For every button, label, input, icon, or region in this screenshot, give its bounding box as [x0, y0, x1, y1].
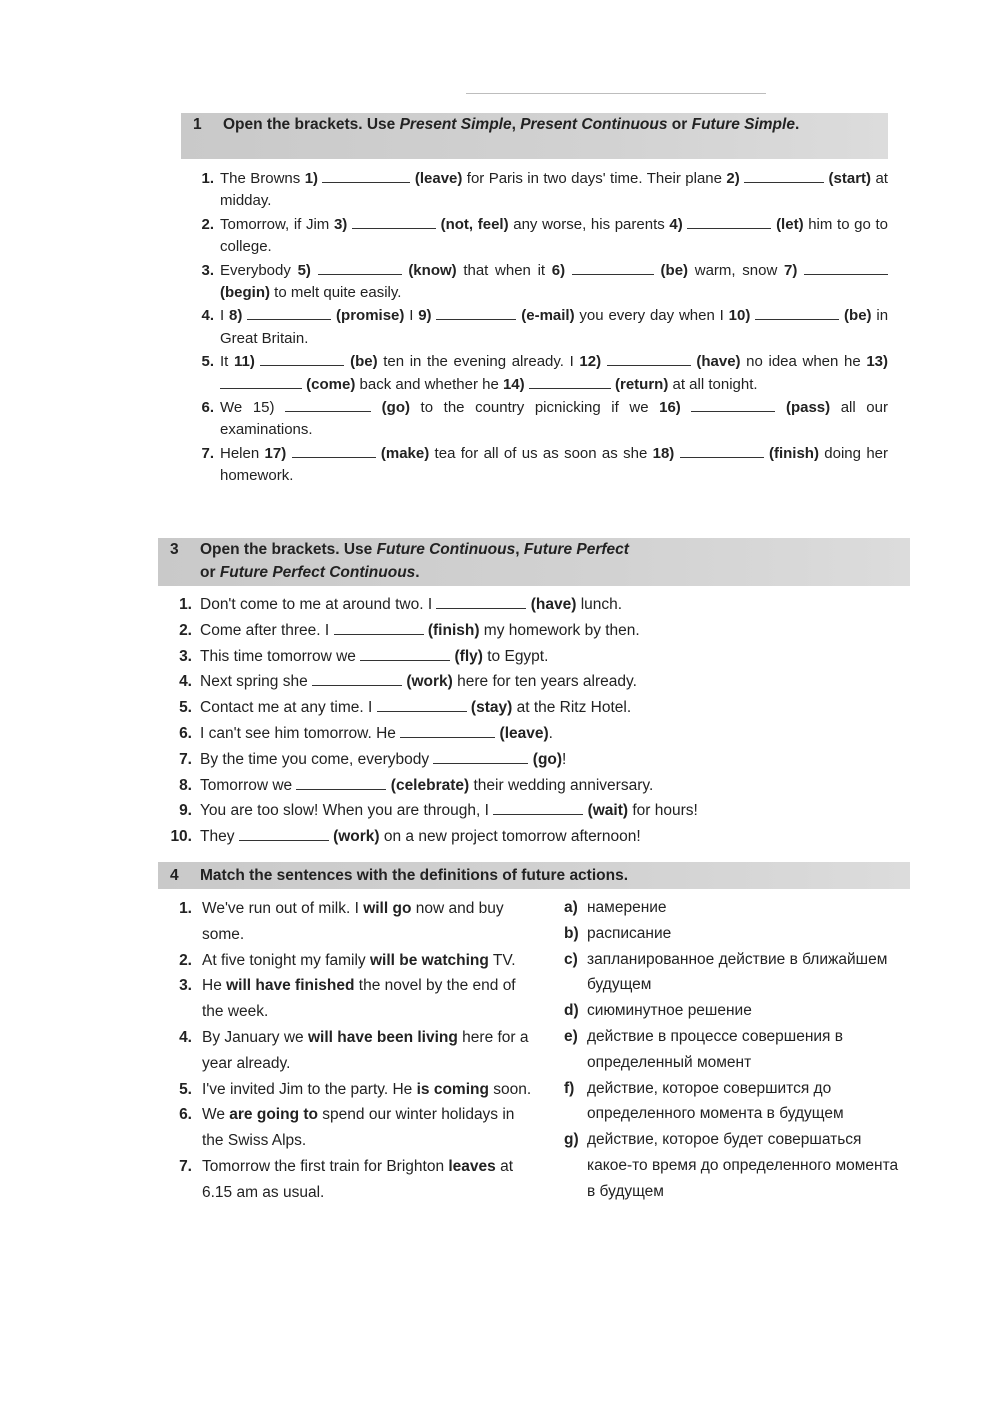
answer-blank[interactable]: [691, 397, 775, 412]
answer-blank[interactable]: [318, 260, 402, 275]
definition-item: e) действие в процессе совершения в определенный момент: [564, 1027, 843, 1071]
answer-blank[interactable]: [352, 214, 436, 229]
definition-item: g) действие, которое будет совершаться какое-то время до определенного момента в будущем: [564, 1131, 899, 1200]
exercise-number: 1: [193, 116, 202, 133]
exercise-1-header: [181, 113, 888, 159]
answer-blank[interactable]: [220, 374, 302, 389]
answer-blank[interactable]: [292, 443, 376, 458]
list-item: 3. This time tomorrow we (fly) to Egypt.: [179, 647, 549, 665]
list-item: 1. The Browns 1) (leave) for Paris in two days' time. Their plane 2) (start) at midday.: [201, 170, 888, 210]
list-item: 5. Contact me at any time. I (stay) at the Ritz Hotel.: [179, 699, 632, 717]
exercise-title: Match the sentences with the definitions of future actions.: [200, 867, 629, 884]
list-item: 4. Next spring she (work) here for ten years already.: [179, 673, 637, 691]
exercise-3-header: [158, 538, 910, 586]
list-item: 6. We 15) (go) to the country picnicking if we 16) (pass) all our examinations.: [201, 399, 888, 439]
definition-item: f) действие, которое совершится до определенного момента в будущем: [564, 1079, 844, 1123]
list-item: 6. I can't see him tomorrow. He (leave).: [179, 724, 553, 742]
answer-blank[interactable]: [400, 723, 495, 738]
list-item: 3. Everybody 5) (know) that when it 6) (be) warm, snow 7) (begin) to melt quite easily.: [190, 260, 888, 306]
answer-blank[interactable]: [322, 168, 410, 183]
list-item: 8. Tomorrow we (celebrate) their wedding anniversary.: [179, 776, 654, 794]
list-item: 9. You are too slow! When you are through, I (wait) for hours!: [179, 802, 698, 820]
exercise-4-header: [158, 862, 910, 889]
definition-item: c) запланированное действие в ближайшем будущем: [564, 950, 888, 994]
answer-blank[interactable]: [493, 800, 583, 815]
exercise-number: 3: [170, 541, 179, 558]
answer-blank[interactable]: [296, 775, 386, 790]
answer-blank[interactable]: [687, 214, 771, 229]
exercise-4-definitions: [564, 895, 909, 1205]
answer-blank[interactable]: [334, 620, 424, 635]
list-item: 2. At five tonight my family will be watching TV.: [179, 951, 516, 969]
answer-blank[interactable]: [239, 826, 329, 841]
answer-blank[interactable]: [377, 697, 467, 712]
list-item: 7. By the time you come, everybody (go)!: [179, 750, 567, 768]
answer-blank[interactable]: [572, 260, 654, 275]
exercise-title: Open the brackets. Use Present Simple, Present Continuous or Future Simple.: [223, 116, 800, 133]
answer-blank[interactable]: [804, 260, 888, 275]
list-item: 7. Tomorrow the first train for Brighton leaves at 6.15 am as usual.: [179, 1157, 514, 1201]
answer-blank[interactable]: [285, 397, 371, 412]
answer-blank[interactable]: [260, 351, 344, 366]
list-item: 2. Tomorrow, if Jim 3) (not, feel) any worse, his parents 4) (let) him to go to college.: [201, 215, 889, 256]
list-item: 5. I've invited Jim to the party. He is coming soon.: [179, 1080, 532, 1098]
list-item: 4. By January we will have been living here for a year already.: [179, 1028, 529, 1072]
answer-blank[interactable]: [312, 671, 402, 686]
exercise-4-sentences: [168, 896, 538, 1206]
exercise-title: Open the brackets. Use Future Continuous, Future Perfect or Future Perfect Continuous.: [200, 541, 629, 581]
list-item: 4. I 8) (promise) I 9) (e-mail) you every day when I 10) (be) in Great Britain.: [201, 307, 889, 347]
definition-item: b) расписание: [564, 924, 672, 942]
list-item: 10. They (work) on a new project tomorrow afternoon!: [170, 828, 641, 846]
answer-blank[interactable]: [247, 305, 331, 320]
answer-blank[interactable]: [436, 594, 526, 609]
list-item: 1. We've run out of milk. I will go now and buy some.: [179, 900, 504, 943]
answer-blank[interactable]: [744, 168, 824, 183]
answer-blank[interactable]: [755, 305, 839, 320]
exercise-number: 4: [170, 867, 179, 884]
answer-blank[interactable]: [360, 646, 450, 661]
list-item: 7. Helen 17) (make) tea for all of us as soon as she 18) (finish) doing her homework.: [201, 444, 889, 485]
top-divider: [466, 93, 766, 94]
definition-item: a) намерение: [564, 899, 667, 916]
list-item: 3. He will have finished the novel by the end of the week.: [179, 977, 516, 1021]
exercise-1-items: [190, 168, 888, 488]
list-item: 1. Don't come to me at around two. I (have) lunch.: [179, 596, 623, 613]
answer-blank[interactable]: [607, 351, 691, 366]
answer-blank[interactable]: [680, 443, 764, 458]
exercise-3-items: [168, 592, 888, 850]
list-item: 6. We are going to spend our winter holidays in the Swiss Alps.: [179, 1106, 515, 1150]
definition-item: d) сиюминутное решение: [564, 1002, 752, 1020]
answer-blank[interactable]: [529, 374, 611, 389]
answer-blank[interactable]: [433, 749, 528, 764]
list-item: 2. Come after three. I (finish) my homework by then.: [179, 621, 640, 639]
answer-blank[interactable]: [436, 305, 516, 320]
list-item: 5. It 11) (be) ten in the evening already. I 12) (have) no idea when he 13) (come) back and whether he 14) (return) at all tonight.: [201, 353, 888, 393]
